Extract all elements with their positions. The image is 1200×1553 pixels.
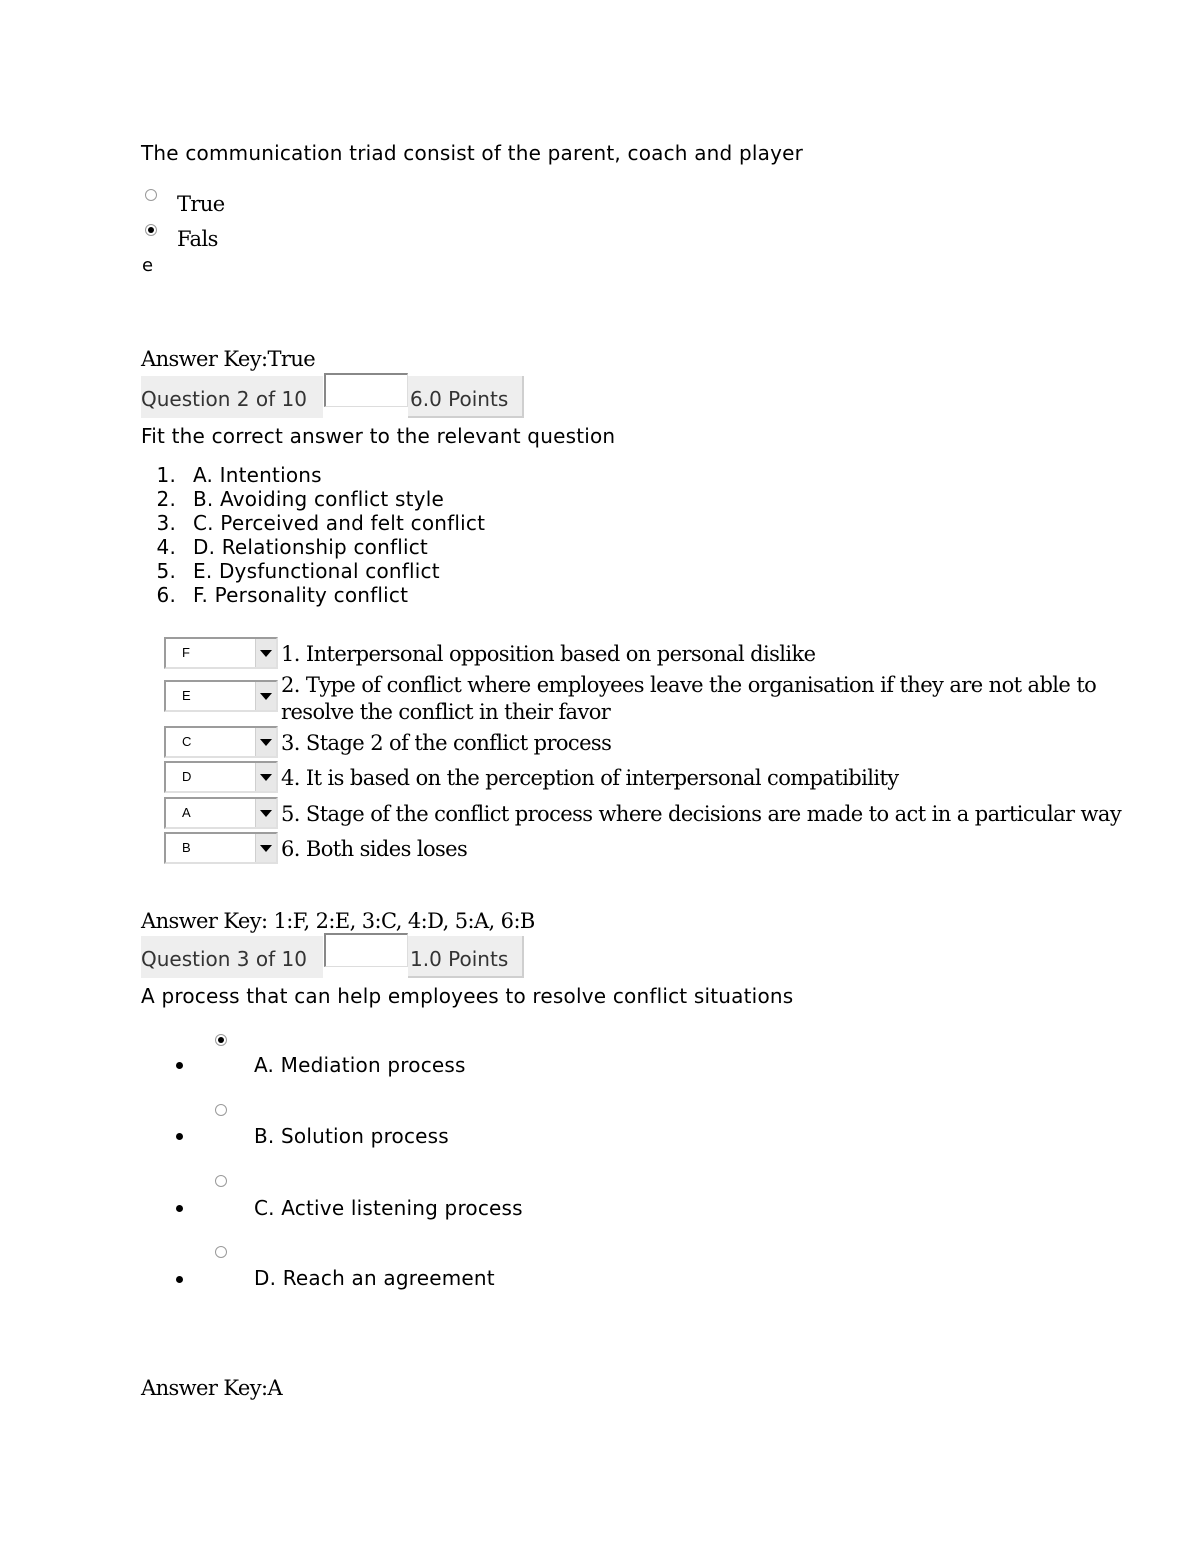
q1-answer-key: Answer Key:True — [141, 347, 316, 371]
bullet-icon — [176, 1276, 183, 1283]
q2-match-select-1[interactable]: F — [164, 637, 278, 669]
q2-match-select-6[interactable]: B — [164, 832, 278, 864]
q3-prompt: A process that can help employees to resolve conflict situations — [141, 984, 794, 1008]
list-item: 6. F. Personality conflict — [156, 583, 409, 607]
bullet-icon — [176, 1205, 183, 1212]
q3-points: 1.0 Points — [408, 936, 524, 978]
q3-header-bar — [141, 933, 524, 979]
q2-points: 6.0 Points — [408, 376, 524, 418]
list-item: 5. E. Dysfunctional conflict — [156, 559, 440, 583]
q2-score-input[interactable] — [324, 373, 408, 407]
q2-match-select-3[interactable]: C — [164, 726, 278, 758]
q2-match-text-5: 5. Stage of the conflict process where decisions are made to act in a particular way — [281, 802, 1122, 826]
q3-option-b-label: B. Solution process — [254, 1124, 449, 1148]
q2-match-text-2-line2: resolve the conflict in their favor — [281, 700, 611, 724]
list-item: 2. B. Avoiding conflict style — [156, 487, 444, 511]
q2-match-select-2[interactable]: E — [164, 680, 278, 712]
q3-option-d-label: D. Reach an agreement — [254, 1266, 495, 1290]
q3-question-number: Question 3 of 10 — [141, 936, 323, 978]
q1-question-text: The communication triad consist of the parent, coach and player — [141, 141, 804, 165]
list-item: 4. D. Relationship conflict — [156, 535, 428, 559]
q1-radio-false[interactable] — [145, 224, 157, 236]
q3-score-input[interactable] — [324, 933, 408, 967]
chevron-down-icon[interactable] — [255, 799, 276, 827]
chevron-down-icon[interactable] — [255, 834, 276, 862]
q3-option-c-label: C. Active listening process — [254, 1196, 523, 1220]
q3-radio-c[interactable] — [215, 1175, 227, 1187]
q2-question-number: Question 2 of 10 — [141, 376, 323, 418]
chevron-down-icon[interactable] — [255, 682, 276, 710]
chevron-down-icon[interactable] — [255, 763, 276, 791]
q2-header-bar — [141, 373, 524, 419]
bullet-icon — [176, 1133, 183, 1140]
q2-answer-key: Answer Key: 1:F, 2:E, 3:C, 4:D, 5:A, 6:B — [141, 909, 535, 933]
bullet-icon — [176, 1062, 183, 1069]
q2-match-select-4[interactable]: D — [164, 761, 278, 793]
q3-answer-key: Answer Key:A — [141, 1376, 283, 1400]
q2-match-text-1: 1. Interpersonal opposition based on personal dislike — [281, 642, 816, 666]
q3-radio-d[interactable] — [215, 1246, 227, 1258]
chevron-down-icon[interactable] — [255, 639, 276, 667]
q1-radio-true[interactable] — [145, 189, 157, 201]
q2-match-text-6: 6. Both sides loses — [281, 837, 468, 861]
list-item: 1. A. Intentions — [156, 463, 322, 487]
q2-prompt: Fit the correct answer to the relevant question — [141, 424, 616, 448]
q3-radio-a[interactable] — [215, 1034, 227, 1046]
chevron-down-icon[interactable] — [255, 728, 276, 756]
q1-option-true-label: True — [177, 192, 225, 216]
q2-match-text-2: 2. Type of conflict where employees leave the organisation if they are not able to — [281, 673, 1097, 697]
q3-radio-b[interactable] — [215, 1104, 227, 1116]
q1-option-false-label: Fals — [177, 227, 218, 251]
q2-match-text-4: 4. It is based on the perception of interpersonal compatibility — [281, 766, 899, 790]
q1-option-false-label-wrap: e — [142, 255, 154, 276]
q2-match-text-3: 3. Stage 2 of the conflict process — [281, 731, 612, 755]
list-item: 3. C. Perceived and felt conflict — [156, 511, 486, 535]
q2-match-select-5[interactable]: A — [164, 797, 278, 829]
q3-option-a-label: A. Mediation process — [254, 1053, 466, 1077]
q2-choices-list — [140, 463, 485, 607]
